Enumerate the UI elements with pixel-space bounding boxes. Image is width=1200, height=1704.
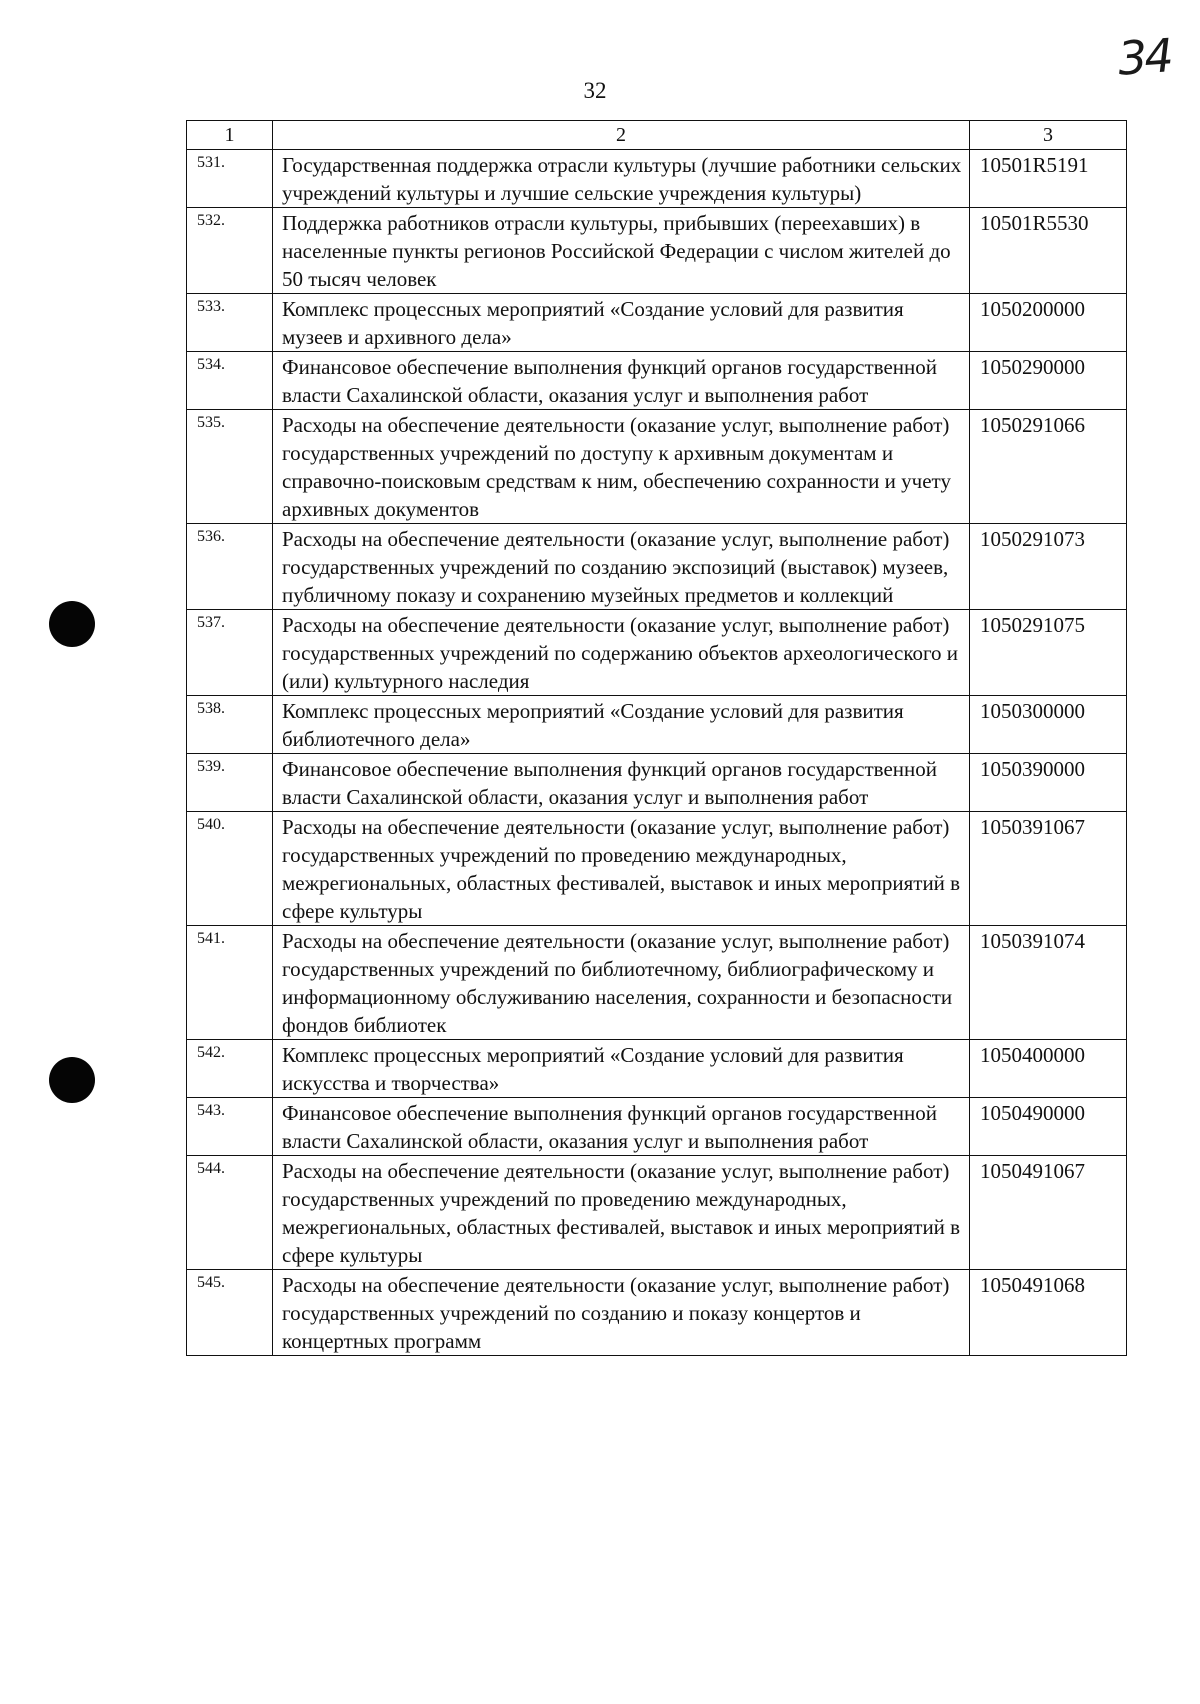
row-code: 1050491068: [970, 1270, 1127, 1356]
column-header-code: 3: [970, 121, 1127, 150]
row-name: Комплекс процессных мероприятий «Создание условий для развития музеев и архивного дела»: [273, 294, 970, 352]
row-code: 1050200000: [970, 294, 1127, 352]
row-code: 1050290000: [970, 352, 1127, 410]
table-row: [187, 1098, 1127, 1156]
row-number: 535.: [187, 410, 273, 524]
row-name: Расходы на обеспечение деятельности (оказание услуг, выполнение работ) государственных учреждений по созданию и показу концертов и концертных программ: [273, 1270, 970, 1356]
row-name: Расходы на обеспечение деятельности (оказание услуг, выполнение работ) государственных учреждений по содержанию объектов археологического и (или) культурного наследия: [273, 610, 970, 696]
table-row: [187, 410, 1127, 524]
row-number: 539.: [187, 754, 273, 812]
row-number: 542.: [187, 1040, 273, 1098]
row-code: 1050390000: [970, 754, 1127, 812]
row-name: Комплекс процессных мероприятий «Создание условий для развития библиотечного дела»: [273, 696, 970, 754]
table-header-row: [187, 121, 1127, 150]
row-number: 532.: [187, 208, 273, 294]
row-name: Финансовое обеспечение выполнения функций органов государственной власти Сахалинской области, оказания услуг и выполнения работ: [273, 1098, 970, 1156]
row-code: 1050491067: [970, 1156, 1127, 1270]
row-number: 543.: [187, 1098, 273, 1156]
row-code: 1050400000: [970, 1040, 1127, 1098]
row-number: 540.: [187, 812, 273, 926]
column-header-number: 1: [187, 121, 273, 150]
row-code: 1050300000: [970, 696, 1127, 754]
row-name: Комплекс процессных мероприятий «Создание условий для развития искусства и творчества»: [273, 1040, 970, 1098]
table-row: [187, 150, 1127, 208]
row-name: Финансовое обеспечение выполнения функций органов государственной власти Сахалинской области, оказания услуг и выполнения работ: [273, 352, 970, 410]
row-code: 1050291073: [970, 524, 1127, 610]
row-number: 538.: [187, 696, 273, 754]
row-code: 1050391067: [970, 812, 1127, 926]
row-code: 10501R5530: [970, 208, 1127, 294]
table-row: [187, 754, 1127, 812]
row-code: 10501R5191: [970, 150, 1127, 208]
page-number: 32: [583, 78, 607, 103]
row-code: 1050391074: [970, 926, 1127, 1040]
handwritten-sheet-number: 34: [1116, 28, 1173, 86]
row-name: Расходы на обеспечение деятельности (оказание услуг, выполнение работ) государственных учреждений по проведению международных, межрегиональных, областных фестивалей, выставок и иных мероприятий в сфере культуры: [273, 812, 970, 926]
row-number: 544.: [187, 1156, 273, 1270]
row-number: 531.: [187, 150, 273, 208]
row-number: 537.: [187, 610, 273, 696]
table-row: [187, 1270, 1127, 1356]
table-row: [187, 926, 1127, 1040]
row-name: Расходы на обеспечение деятельности (оказание услуг, выполнение работ) государственных учреждений по созданию экспозиций (выставок) музеев, публичному показу и сохранению музейных предметов и коллекций: [273, 524, 970, 610]
table-row: [187, 294, 1127, 352]
row-code: 1050490000: [970, 1098, 1127, 1156]
row-number: 533.: [187, 294, 273, 352]
table-row: [187, 524, 1127, 610]
row-name: Государственная поддержка отрасли культуры (лучшие работники сельских учреждений культуры и лучшие сельские учреждения культуры): [273, 150, 970, 208]
punch-hole: [49, 1057, 95, 1103]
table-row: [187, 1156, 1127, 1270]
row-code: 1050291075: [970, 610, 1127, 696]
table-row: [187, 352, 1127, 410]
row-name: Расходы на обеспечение деятельности (оказание услуг, выполнение работ) государственных учреждений по библиотечному, библиографическому и информационному обслуживанию населения, сохранности и безопасности фондов библиотек: [273, 926, 970, 1040]
row-code: 1050291066: [970, 410, 1127, 524]
column-header-name: 2: [273, 121, 970, 150]
table-row: [187, 610, 1127, 696]
row-name: Поддержка работников отрасли культуры, прибывших (переехавших) в населенные пункты регионов Российской Федерации с числом жителей до 50 тысяч человек: [273, 208, 970, 294]
row-name: Расходы на обеспечение деятельности (оказание услуг, выполнение работ) государственных учреждений по доступу к архивным документам и справочно-поисковым средствам к ним, обеспечению сохранности и учету архивных документов: [273, 410, 970, 524]
row-number: 545.: [187, 1270, 273, 1356]
table-row: [187, 1040, 1127, 1098]
table-row: [187, 812, 1127, 926]
table-row: [187, 208, 1127, 294]
row-number: 534.: [187, 352, 273, 410]
punch-hole: [49, 601, 95, 647]
row-name: Расходы на обеспечение деятельности (оказание услуг, выполнение работ) государственных учреждений по проведению международных, межрегиональных, областных фестивалей, выставок и иных мероприятий в сфере культуры: [273, 1156, 970, 1270]
row-name: Финансовое обеспечение выполнения функций органов государственной власти Сахалинской области, оказания услуг и выполнения работ: [273, 754, 970, 812]
row-number: 541.: [187, 926, 273, 1040]
budget-classification-table: [186, 120, 1127, 1356]
row-number: 536.: [187, 524, 273, 610]
table-row: [187, 696, 1127, 754]
